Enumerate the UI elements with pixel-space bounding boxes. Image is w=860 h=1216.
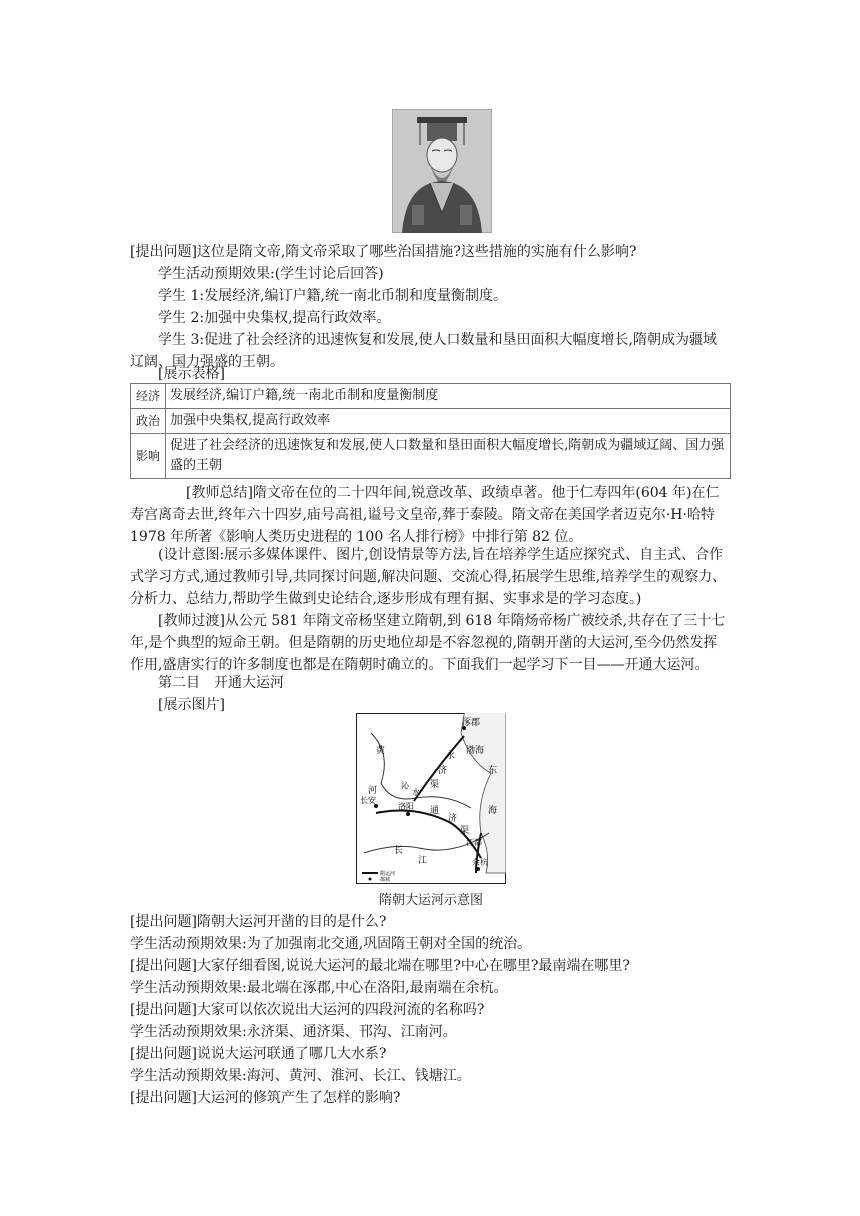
qa-line: [提出问题]隋朝大运河开凿的目的是什么?: [130, 914, 387, 930]
label-tong: 通: [430, 806, 440, 816]
label-yong: 永: [446, 751, 456, 761]
question-emperor-wen: [提出问题]这位是隋文帝,隋文帝采取了哪些治国措施?这些措施的实施有什么影响?: [130, 244, 637, 260]
qa-line: [提出问题]大家仔细看图,说说大运河的最北端在哪里?中心在哪里?最南端在哪里?: [130, 958, 630, 974]
section-title: 第二目 开通大运河: [158, 675, 284, 691]
label-dong: 东: [488, 766, 498, 776]
student-answer-2: 学生 2:加强中央集权,提高行政效率。: [158, 310, 391, 326]
table-row-head: 经济: [131, 384, 166, 409]
map-caption: 隋朝大运河示意图: [378, 893, 483, 908]
qa-line: 学生活动预期效果:为了加强南北交通,巩固隋王朝对全国的统治。: [130, 936, 532, 952]
show-table-label: [展示表格]: [158, 366, 225, 382]
table-row-head: 影响: [131, 434, 166, 479]
qa-line: 学生活动预期效果:永济渠、通济渠、邗沟、江南河。: [130, 1024, 457, 1040]
table-row: [131, 384, 731, 409]
table-row-text: 促进了社会经济的迅速恢复和发展,使人口数量和垦田面积大幅度增长,隋朝成为疆域辽阔、国力强盛的王朝: [166, 434, 731, 479]
qa-line: 学生活动预期效果:最北端在涿郡,中心在洛阳,最南端在余杭。: [130, 980, 508, 996]
map-illustration: [356, 713, 506, 884]
label-yuhang: 余杭: [472, 858, 488, 867]
table-row: [131, 434, 731, 479]
show-picture-label: [展示图片]: [158, 697, 225, 713]
student-answer-3: 学生 3:促进了社会经济的迅速恢复和发展,使人口数量和垦田面积大幅度增长,隋朝成为疆域辽阔、国力强盛的王朝。: [130, 332, 717, 370]
expected-result-label: 学生活动预期效果:(学生讨论后回答): [158, 266, 384, 282]
label-bohai: 渤海: [466, 746, 485, 756]
label-zhuojun: 涿郡: [462, 718, 481, 728]
legend-canal: 隋运河: [380, 871, 396, 877]
label-qu2: 渠: [460, 826, 470, 836]
qa-line: [提出问题]大家可以依次说出大运河的四段河流的名称吗?: [130, 1002, 485, 1018]
label-jiang: 江: [418, 856, 428, 866]
qa-line: [提出问题]大运河的修筑产生了怎样的影响?: [130, 1090, 401, 1106]
measures-table: [130, 383, 731, 479]
emperor-portrait: [392, 109, 492, 233]
student-answer-1: 学生 1:发展经济,编订户籍,统一南北币制和度量衡制度。: [158, 288, 507, 304]
table-row-head: 政治: [131, 409, 166, 434]
label-luoyang: 洛阳: [398, 802, 414, 811]
label-ji: 济: [438, 766, 448, 776]
design-intent: (设计意图:展示多媒体课件、图片,创设情景等方法,旨在培养学生适应探究式、自主式、合作式学习方式,通过教师引导,共同探讨问题,解决问题、交流心得,拓展学生思维,培养学生的观察力、分析力、总结力,帮助学生做到史论结合,逐步形成有理有据、实事求是的学习态度。): [130, 547, 727, 607]
qa-line: [提出问题]说说大运河联通了哪几大水系?: [130, 1046, 387, 1062]
teacher-transition: [教师过渡]从公元 581 年隋文帝杨坚建立隋朝,到 618 年隋炀帝杨广被绞杀,共存在了三十七年,是个典型的短命王朝。但是隋朝的历史地位却是不容忽视的,隋朝开凿的大运河,至今仍然发挥作用,盛唐实行的许多制度也都是在隋朝时确立的。下面我们一起学习下一目——开通大运河。: [130, 613, 726, 673]
label-jiangdu: 江都: [466, 838, 482, 847]
label-he: 河: [368, 786, 378, 796]
label-hai: 海: [488, 806, 498, 816]
table-row-text: 发展经济,编订户籍,统一南北币制和度量衡制度: [166, 384, 731, 409]
portrait-illustration: [392, 109, 492, 233]
label-changan: 长安: [360, 796, 376, 805]
label-ji2: 济: [448, 814, 458, 824]
table-row-text: 加强中央集权,提高行政效率: [166, 409, 731, 434]
label-qu: 渠: [430, 780, 440, 790]
qa-line: 学生活动预期效果:海河、黄河、淮河、长江、钱塘江。: [130, 1068, 471, 1084]
label-shui: 水: [412, 788, 420, 797]
legend-capital: 都城: [380, 877, 391, 883]
table-row: [131, 409, 731, 434]
teacher-summary: [教师总结]隋文帝在位的二十四年间,锐意改革、政绩卓著。他于仁寿四年(604 年)在仁寿宫离奇去世,终年六十四岁,庙号高祖,谥号文皇帝,葬于泰陵。隋文帝在美国学者迈克尔·H·哈特 1978 年所著《影响人类历史进程的 100 名人排行榜》中排行第 82 位。: [130, 485, 720, 545]
label-qin: 沁: [401, 781, 409, 790]
label-huang: 黄: [376, 746, 386, 756]
grand-canal-map: [356, 713, 506, 884]
label-chang: 长: [394, 846, 404, 856]
